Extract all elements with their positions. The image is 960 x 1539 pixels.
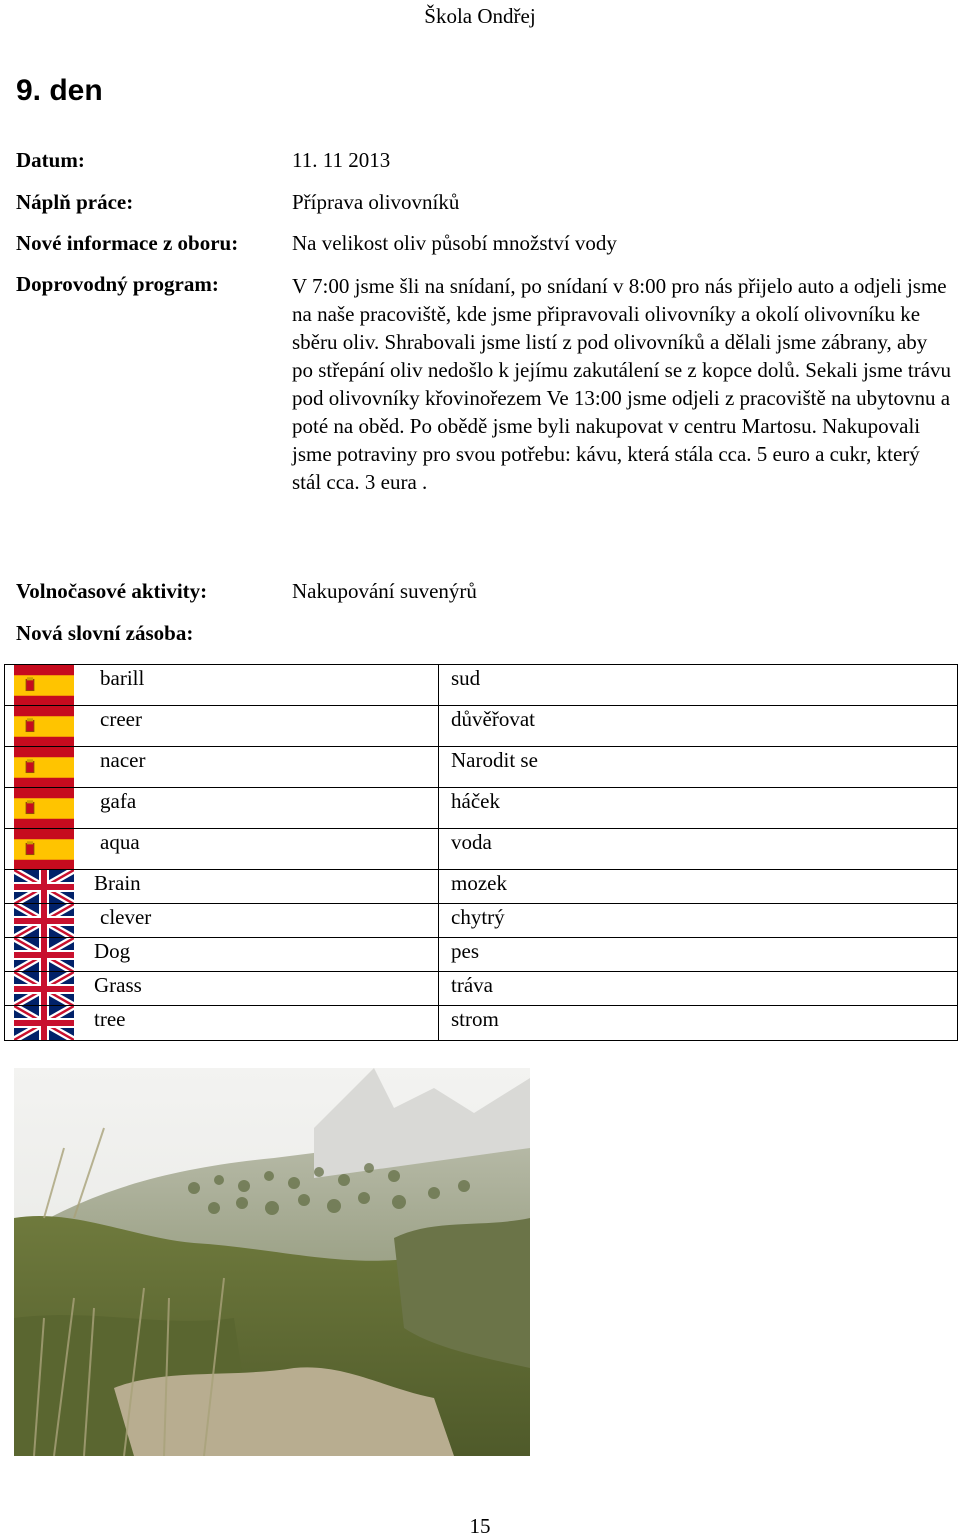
olive-grove-photo bbox=[14, 1068, 530, 1456]
vocab-word: Grass bbox=[94, 973, 142, 997]
vocab-row bbox=[5, 747, 957, 788]
column-divider bbox=[438, 747, 439, 788]
spain-flag-icon bbox=[14, 706, 74, 747]
program-label: Doprovodný program: bbox=[16, 272, 219, 296]
vocab-translation: tráva bbox=[451, 973, 493, 997]
vocab-word: tree bbox=[94, 1007, 126, 1031]
vocab-translation: chytrý bbox=[451, 905, 505, 929]
info-label: Nové informace z oboru: bbox=[16, 231, 239, 255]
spain-flag-icon bbox=[14, 747, 74, 788]
vocab-translation: pes bbox=[451, 939, 479, 963]
uk-flag-icon bbox=[14, 904, 74, 938]
vocab-row bbox=[5, 706, 957, 747]
vocab-translation: sud bbox=[451, 666, 481, 690]
day-heading: 9. den bbox=[16, 74, 103, 107]
date-value: 11. 11 2013 bbox=[292, 148, 391, 172]
vocabulary-table bbox=[4, 664, 958, 1041]
vocab-word: Dog bbox=[94, 939, 131, 963]
column-divider bbox=[438, 938, 439, 972]
vocab-word: clever bbox=[100, 905, 152, 929]
column-divider bbox=[438, 972, 439, 1006]
vocab-translation: mozek bbox=[451, 871, 507, 895]
work-label: Náplň práce: bbox=[16, 190, 134, 214]
program-text: V 7:00 jsme šli na snídaní, po snídaní v 8:00 pro nás přijelo auto a odjeli jsme na naše pracoviště, kde jsme připravovali olivovníky a okolí olivovníku ke sběru oliv. Shrabovali jsme listí z pod olivovníků a dělali jsme zábrany, aby po střepání oliv nedošlo k jejímu zakutálení se z kopce dolů. Sekali jsme trávu pod olivovníky křovinořezem Ve 13:00 jsme odjeli z pracoviště na ubytovnu a poté na oběd. Po obědě jsme byli nakupovat v centru Martosu. Nakupovali jsme potraviny pro svou potřebu: kávu, která stála cca. 5 euro a cukr, který stál cca. 3 eura . bbox=[292, 274, 952, 494]
vocab-word: gafa bbox=[100, 789, 137, 813]
column-divider bbox=[438, 904, 439, 938]
column-divider bbox=[438, 829, 439, 870]
uk-flag-icon bbox=[14, 870, 74, 904]
vocab-row bbox=[5, 972, 957, 1006]
vocab-row bbox=[5, 1006, 957, 1040]
vocab-row bbox=[5, 788, 957, 829]
vocab-word: nacer bbox=[100, 748, 146, 772]
vocab-translation: důvěřovat bbox=[451, 707, 535, 731]
column-divider bbox=[438, 665, 439, 706]
vocab-translation: strom bbox=[451, 1007, 499, 1031]
vocab-word: aqua bbox=[100, 830, 140, 854]
vocab-row bbox=[5, 829, 957, 870]
spain-flag-icon bbox=[14, 829, 74, 870]
uk-flag-icon bbox=[14, 938, 74, 972]
spain-flag-icon bbox=[14, 665, 74, 706]
vocab-row bbox=[5, 870, 957, 904]
spain-flag-icon bbox=[14, 788, 74, 829]
date-label: Datum: bbox=[16, 148, 85, 172]
vocab-label: Nová slovní zásoba: bbox=[16, 621, 194, 645]
vocab-row bbox=[5, 904, 957, 938]
column-divider bbox=[438, 870, 439, 904]
vocab-translation: voda bbox=[451, 830, 492, 854]
leisure-label: Volnočasové aktivity: bbox=[16, 579, 208, 603]
vocab-row bbox=[5, 665, 957, 706]
vocab-translation: Narodit se bbox=[451, 748, 538, 772]
page-number: 15 bbox=[469, 1514, 491, 1538]
vocab-translation: háček bbox=[451, 789, 500, 813]
vocab-row bbox=[5, 938, 957, 972]
leisure-value: Nakupování suvenýrů bbox=[292, 579, 477, 603]
uk-flag-icon bbox=[14, 972, 74, 1006]
vocab-word: creer bbox=[100, 707, 142, 731]
uk-flag-icon bbox=[14, 1006, 74, 1040]
column-divider bbox=[438, 788, 439, 829]
info-value: Na velikost oliv působí množství vody bbox=[292, 231, 617, 255]
vocab-word: barill bbox=[100, 666, 145, 690]
school-header: Škola Ondřej bbox=[424, 4, 536, 28]
column-divider bbox=[438, 706, 439, 747]
column-divider bbox=[438, 1006, 439, 1040]
work-value: Příprava olivovníků bbox=[292, 190, 460, 214]
vocab-word: Brain bbox=[94, 871, 141, 895]
